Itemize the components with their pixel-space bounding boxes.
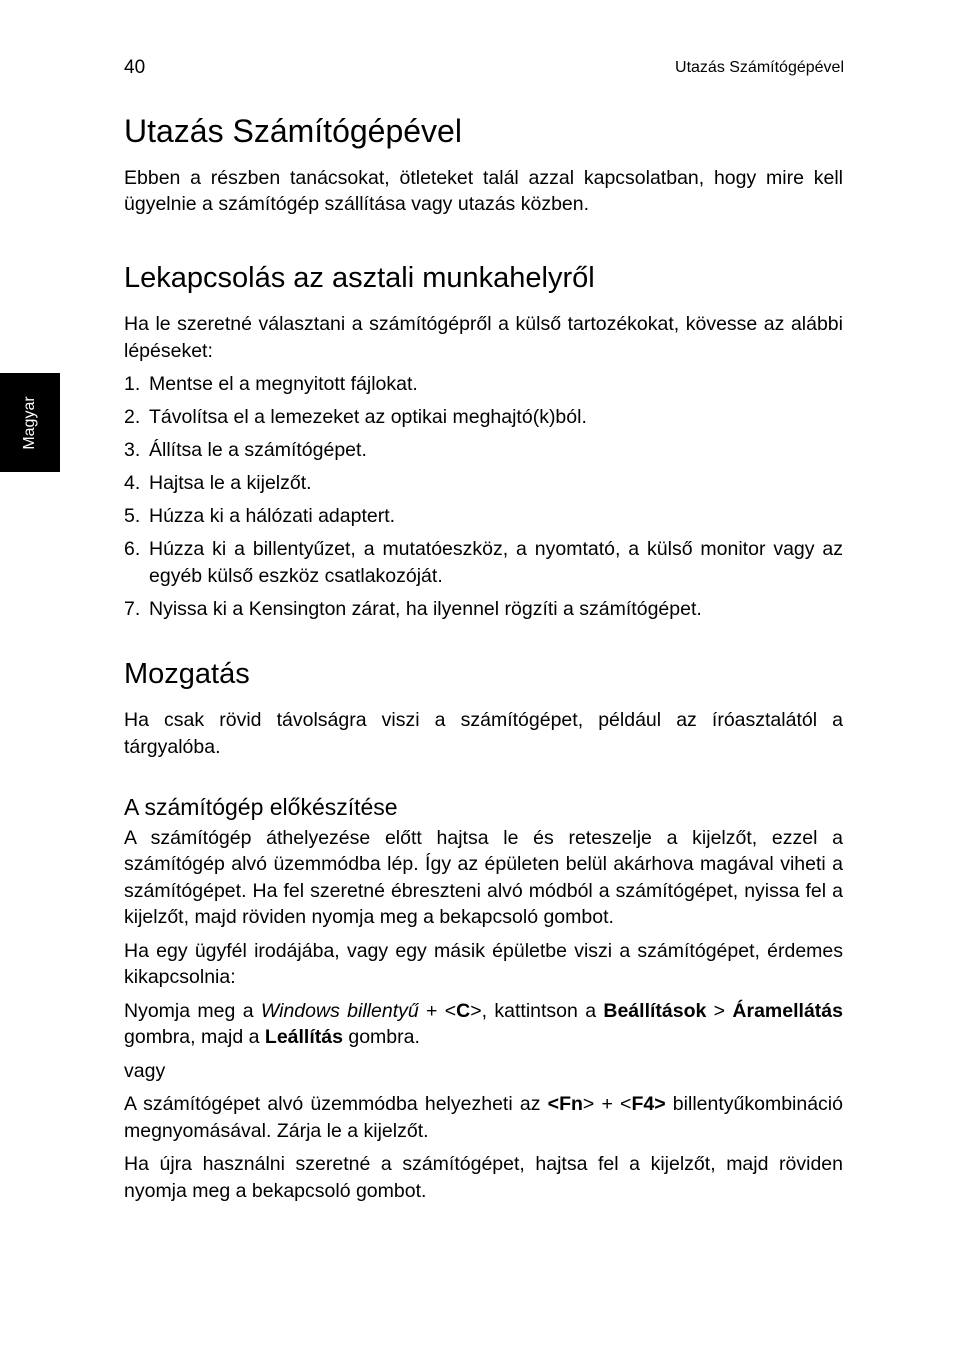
language-side-tab <box>0 373 60 472</box>
section-title-disconnect: Lekapcsolás az asztali munkahelyről <box>124 261 595 294</box>
section-intro-travel: Ebben a részben tanácsokat, ötleteket talál azzal kapcsolatban, hogy mire kell ügyelnie a számítógép szállítása vagy utazás közben. <box>124 166 843 216</box>
list-item: 5. Húzza ki a hálózati adaptert. <box>124 505 396 528</box>
section-intro-disconnect: Ha le szeretné választani a számítógépről a külső tartozékokat, kövesse az alábbi lépéseket: <box>124 313 843 362</box>
list-item: 6. Húzza ki a billentyűzet, a mutatóeszköz, a nyomtató, a külső monitor vagy az egyéb külső eszköz csatlakozóját. <box>124 538 843 587</box>
running-header: Utazás Számítógépével <box>675 59 844 76</box>
list-item: 4. Hajtsa le a kijelzőt. <box>124 472 312 495</box>
list-item: 7. Nyissa ki a Kensington zárat, ha ilyennel rögzíti a számítógépet. <box>124 597 702 620</box>
fn-key-text: Fn <box>559 1093 583 1116</box>
paragraph-or: vagy <box>124 1059 166 1082</box>
section-title-travel: Utazás Számítógépével <box>124 113 462 149</box>
section-intro-moving: Ha csak rövid távolságra viszi a számítógépet, például az íróasztalától a tárgyalóba. <box>124 709 843 758</box>
section-title-moving: Mozgatás <box>124 658 250 691</box>
paragraph-resume: Ha újra használni szeretné a számítógépet, hajtsa fel a kijelzőt, majd röviden nyomja meg a bekapcsoló gombot. <box>124 1153 843 1202</box>
windows-key-text: Windows billentyű <box>260 999 419 1022</box>
shutdown-text: Leállítás <box>264 1026 343 1049</box>
list-item: 1. Mentse el a megnyitott fájlokat. <box>124 373 418 396</box>
paragraph-sleep-shortcut: A számítógépet alvó üzemmódba helyezheti az <Fn> + <F4> billentyűkombináció megnyomásával. Zárja le a kijelzőt. <box>124 1093 843 1142</box>
disconnect-steps-list <box>124 371 843 622</box>
paragraph-prepare-1: A számítógép áthelyezése előtt hajtsa le és reteszelje a kijelzőt, ezzel a számítógép alvó üzemmódba lép. Így az épületen belül akárhova magával viheti a számítógépet. Ha fel szeretné ébreszteni alvó módból a számítógépet, nyissa fel a kijelzőt, majd röviden nyomja meg a bekapcsoló gombot. <box>124 826 843 929</box>
paragraph-prepare-2: Ha egy ügyfél irodájába, vagy egy másik épületbe viszi a számítógépet, érdemes kikapcsolnia: <box>124 939 843 989</box>
key-c-text: C <box>456 999 471 1022</box>
paragraph-shutdown-instructions: Nyomja meg a Windows billentyű + <C>, kattintson a Beállítások > Áramellátás gombra, majd a Leállítás gombra. <box>124 999 843 1049</box>
f4-key-text: F4 <box>631 1093 655 1116</box>
power-text: Áramellátás <box>732 999 843 1022</box>
subsection-title-prepare: A számítógép előkészítése <box>124 794 398 821</box>
language-side-tab-label: Magyar <box>21 395 38 450</box>
page-content <box>124 113 843 1211</box>
page-number: 40 <box>124 57 146 78</box>
list-item: 3. Állítsa le a számítógépet. <box>124 439 367 462</box>
list-item: 2. Távolítsa el a lemezeket az optikai meghajtó(k)ból. <box>124 406 587 429</box>
settings-text: Beállítások <box>603 999 707 1022</box>
